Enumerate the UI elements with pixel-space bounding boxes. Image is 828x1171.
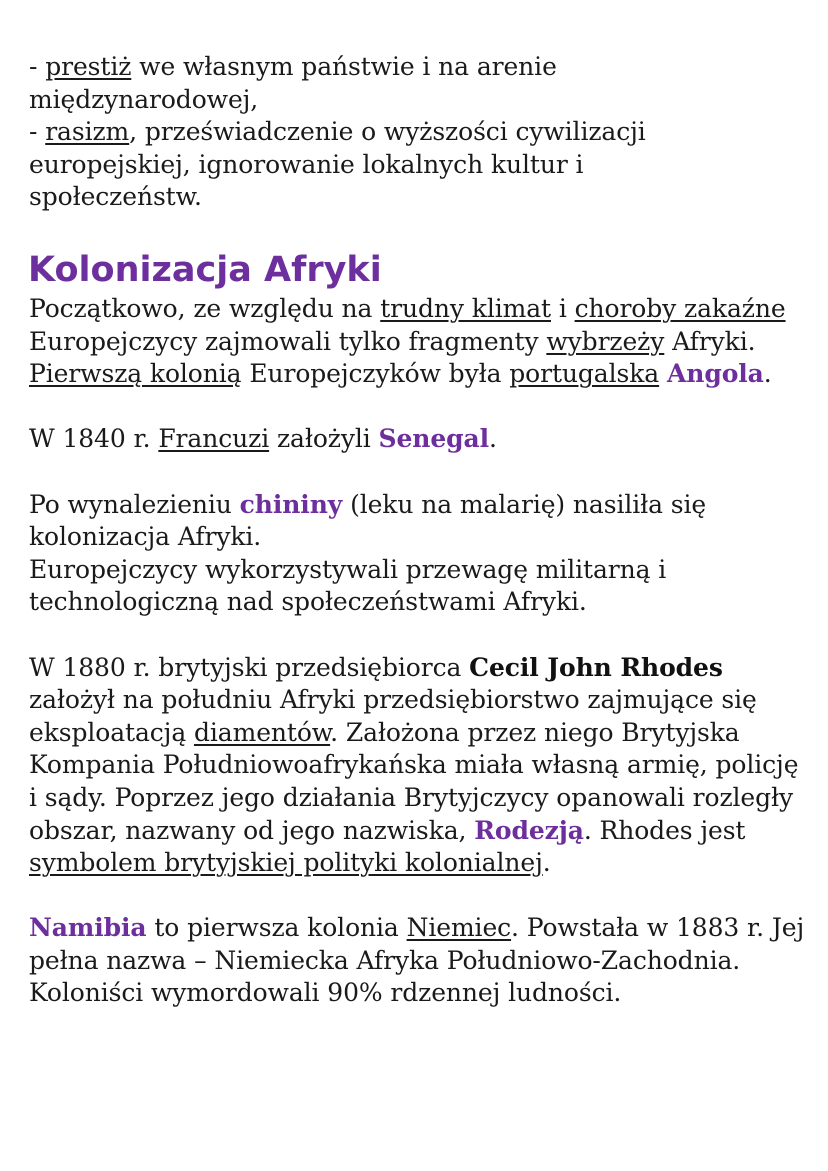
paragraph	[29, 293, 809, 358]
text-run	[659, 359, 667, 388]
text-run: Europejczyków była	[241, 359, 510, 389]
text-run: W 1880 r. brytyjski przedsiębiorca	[29, 652, 470, 682]
paragraph-gap	[29, 880, 809, 913]
highlighted-term: chininy	[239, 489, 343, 519]
section-body	[29, 293, 809, 1010]
underlined-term: portugalska	[509, 359, 660, 389]
highlighted-term: Namibia	[29, 913, 147, 943]
paragraph-gap	[29, 456, 809, 489]
underlined-term: choroby zakaźne	[574, 294, 786, 323]
list-item-continuation: społeczeństw.	[29, 182, 202, 212]
highlighted-term: Senegal	[378, 424, 490, 454]
paragraph	[29, 423, 809, 456]
paragraph	[29, 912, 809, 1010]
section-heading: Kolonizacja Afryki	[28, 250, 382, 290]
underlined-term: Pierwszą kolonią	[29, 359, 242, 389]
text-run: Europejczycy zajmowali tylko fragmenty	[29, 326, 547, 356]
text-run: , przeświadczenie o wyższości cywilizacji	[129, 117, 646, 147]
text-run: założyli	[269, 424, 379, 454]
highlighted-term: Rodezją	[474, 815, 584, 845]
list-dash: -	[29, 52, 46, 81]
underlined-term: wybrzeży	[546, 326, 665, 356]
paragraph-gap	[29, 391, 809, 424]
list-dash: -	[29, 117, 46, 147]
highlighted-term: Angola	[666, 359, 764, 389]
text-run: .	[763, 359, 772, 389]
paragraph	[29, 489, 809, 554]
text-run: założył na południu Afryki przedsiębiorstwo zajmujące się eksploatacją	[29, 685, 757, 747]
text-run: to pierwsza kolonia	[146, 913, 407, 943]
paragraph	[29, 652, 809, 880]
paragraph-gap	[29, 619, 809, 652]
underlined-term: prestiż	[45, 52, 132, 81]
list-item-continuation: europejskiej, ignorowanie lokalnych kultur i	[29, 149, 584, 179]
text-run: . Rhodes jest	[583, 815, 746, 845]
underlined-term: rasizm	[45, 117, 130, 147]
text-run: Początkowo, ze względu na	[29, 294, 381, 323]
list-item	[29, 51, 809, 84]
paragraph	[29, 358, 809, 391]
text-run: (leku na malarię) nasiliła się kolonizacja Afryki.	[29, 489, 707, 552]
underlined-term: symbolem brytyjskiej polityki kolonialnej	[29, 848, 543, 878]
text-run: Afryki.	[664, 326, 756, 356]
text-run: we własnym państwie i na arenie	[131, 52, 557, 81]
text-run: Po wynalezieniu	[29, 489, 240, 519]
underlined-term: Francuzi	[158, 424, 270, 454]
underlined-term: Niemiec	[406, 913, 512, 943]
intro-list	[29, 51, 809, 214]
paragraph: Europejczycy wykorzystywali przewagę militarną i technologiczną nad społeczeństwami Afryki.	[29, 554, 667, 617]
list-item	[29, 116, 809, 149]
underlined-term: diamentów	[193, 717, 331, 747]
underlined-term: trudny klimat	[380, 294, 551, 323]
text-run: W 1840 r.	[29, 424, 159, 454]
text-run: i	[551, 294, 575, 323]
list-item-continuation: międzynarodowej,	[29, 84, 259, 114]
text-run: . Powstała w 1883 r. Jej pełna nazwa – Niemiecka Afryka Południowo-Zachodnia. Koloniści wymordowali 90% rdzennej ludności.	[29, 913, 805, 1008]
text-run: .	[542, 848, 551, 878]
text-run: .	[489, 424, 497, 454]
bold-name: Cecil John Rhodes	[469, 652, 723, 682]
text-run: . Założona przez niego Brytyjska Kompania Południowoafrykańska miała własną armię, policję i sądy. Poprzez jego działania Brytyjczycy opanowali rozległy obszar, nazwany od jego nazwiska,	[29, 717, 799, 845]
